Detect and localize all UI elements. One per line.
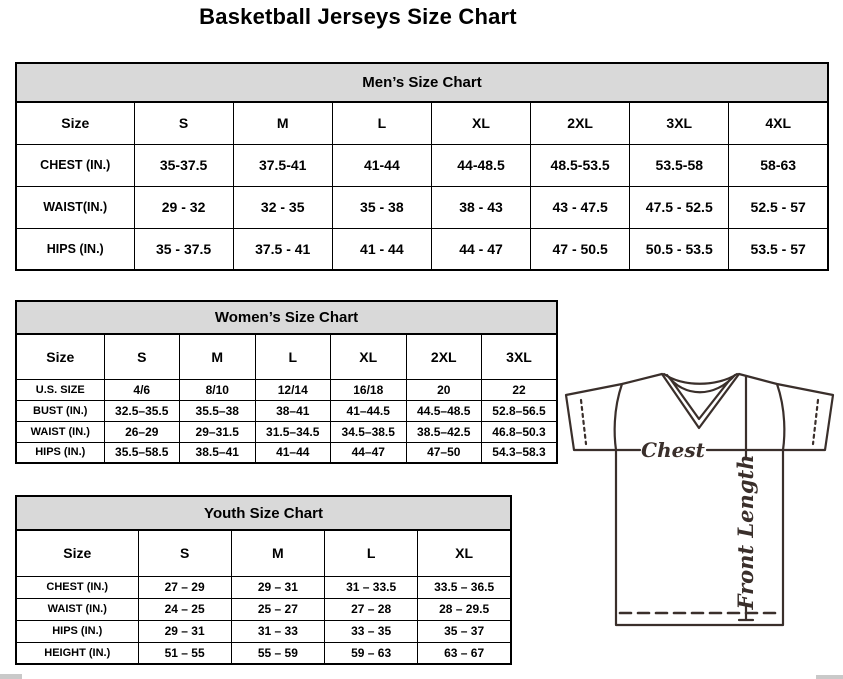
table-cell: 51 – 55	[138, 642, 231, 664]
table-cell: 27 – 28	[325, 598, 418, 620]
table-cell: 50.5 - 53.5	[630, 228, 729, 270]
table-cell: 38–41	[255, 400, 331, 421]
size-column-header: XL	[418, 530, 511, 576]
table-cell: 35-37.5	[134, 144, 233, 186]
left-armhole-seam	[615, 384, 622, 450]
row-label: BUST (IN.)	[16, 400, 104, 421]
table-cell: 59 – 63	[325, 642, 418, 664]
womens-size-chart-section	[15, 300, 558, 464]
table-cell: 35.5–38	[180, 400, 256, 421]
row-label: U.S. SIZE	[16, 379, 104, 400]
size-column-header: L	[332, 102, 431, 144]
size-column-header: 3XL	[630, 102, 729, 144]
table-cell: 12/14	[255, 379, 331, 400]
size-column-header: S	[134, 102, 233, 144]
table-cell: 47–50	[406, 442, 482, 463]
table-cell: 4/6	[104, 379, 180, 400]
table-cell: 33 – 35	[325, 620, 418, 642]
size-column-header: 2XL	[531, 102, 630, 144]
table-cell: 28 – 29.5	[418, 598, 511, 620]
youth-size-table	[15, 529, 512, 665]
table-cell: 34.5–38.5	[331, 421, 407, 442]
horizontal-scrollbar-fragment-left[interactable]	[0, 674, 22, 679]
row-label: HEIGHT (IN.)	[16, 642, 138, 664]
table-cell: 41-44	[332, 144, 431, 186]
womens-chart-title: Women’s Size Chart	[15, 300, 558, 333]
table-row	[16, 642, 511, 664]
size-column-label: Size	[16, 530, 138, 576]
youth-size-chart-section	[15, 495, 512, 665]
size-column-header: M	[233, 102, 332, 144]
jersey-diagram-svg	[556, 362, 843, 642]
size-column-header: 4XL	[729, 102, 828, 144]
table-cell: 31 – 33.5	[325, 576, 418, 598]
youth-size-header-row	[16, 530, 511, 576]
table-cell: 47 - 50.5	[531, 228, 630, 270]
mens-chart-title: Men’s Size Chart	[15, 62, 829, 101]
horizontal-scrollbar-fragment-right[interactable]	[816, 675, 843, 679]
table-cell: 29 - 32	[134, 186, 233, 228]
table-cell: 37.5-41	[233, 144, 332, 186]
size-column-header: XL	[331, 334, 407, 379]
row-label: HIPS (IN.)	[16, 442, 104, 463]
table-cell: 31 – 33	[231, 620, 324, 642]
size-column-header: L	[325, 530, 418, 576]
chest-label: Chest	[641, 438, 705, 462]
table-cell: 54.3–58.3	[482, 442, 558, 463]
right-sleeve-dashed-line	[813, 400, 818, 444]
row-label: CHEST (IN.)	[16, 576, 138, 598]
jersey-measurement-diagram	[556, 362, 843, 642]
row-label: WAIST (IN.)	[16, 598, 138, 620]
table-cell: 25 – 27	[231, 598, 324, 620]
table-cell: 47.5 - 52.5	[630, 186, 729, 228]
table-cell: 8/10	[180, 379, 256, 400]
table-row	[16, 598, 511, 620]
table-row	[16, 442, 557, 463]
mens-size-table	[15, 101, 829, 271]
table-cell: 41–44.5	[331, 400, 407, 421]
table-row	[16, 144, 828, 186]
size-column-label: Size	[16, 334, 104, 379]
table-row	[16, 421, 557, 442]
table-cell: 44 - 47	[431, 228, 530, 270]
table-cell: 41 - 44	[332, 228, 431, 270]
table-cell: 43 - 47.5	[531, 186, 630, 228]
youth-chart-title: Youth Size Chart	[15, 495, 512, 529]
table-cell: 48.5-53.5	[531, 144, 630, 186]
table-cell: 20	[406, 379, 482, 400]
table-cell: 35 – 37	[418, 620, 511, 642]
womens-size-header-row	[16, 334, 557, 379]
table-cell: 44-48.5	[431, 144, 530, 186]
table-cell: 22	[482, 379, 558, 400]
table-cell: 33.5 – 36.5	[418, 576, 511, 598]
table-cell: 26–29	[104, 421, 180, 442]
table-cell: 53.5 - 57	[729, 228, 828, 270]
table-cell: 55 – 59	[231, 642, 324, 664]
row-label: WAIST (IN.)	[16, 421, 104, 442]
table-cell: 38.5–42.5	[406, 421, 482, 442]
row-label: HIPS (IN.)	[16, 228, 134, 270]
row-label: HIPS (IN.)	[16, 620, 138, 642]
table-cell: 53.5-58	[630, 144, 729, 186]
table-cell: 27 – 29	[138, 576, 231, 598]
table-cell: 29 – 31	[231, 576, 324, 598]
front-length-label: Front Length	[733, 454, 758, 610]
size-column-header: XL	[431, 102, 530, 144]
table-cell: 35 - 37.5	[134, 228, 233, 270]
table-row	[16, 400, 557, 421]
size-column-header: 3XL	[482, 334, 558, 379]
table-cell: 37.5 - 41	[233, 228, 332, 270]
table-cell: 44–47	[331, 442, 407, 463]
table-cell: 29–31.5	[180, 421, 256, 442]
mens-size-chart-section	[15, 62, 829, 271]
womens-size-table	[15, 333, 558, 464]
row-label: WAIST(IN.)	[16, 186, 134, 228]
table-cell: 41–44	[255, 442, 331, 463]
table-row	[16, 228, 828, 270]
table-cell: 16/18	[331, 379, 407, 400]
table-cell: 63 – 67	[418, 642, 511, 664]
table-cell: 35 - 38	[332, 186, 431, 228]
table-cell: 35.5–58.5	[104, 442, 180, 463]
right-armhole-seam	[777, 384, 784, 450]
table-cell: 52.8–56.5	[482, 400, 558, 421]
table-cell: 31.5–34.5	[255, 421, 331, 442]
table-cell: 24 – 25	[138, 598, 231, 620]
table-row	[16, 620, 511, 642]
table-cell: 32 - 35	[233, 186, 332, 228]
left-sleeve-dashed-line	[581, 400, 586, 444]
table-row	[16, 379, 557, 400]
mens-size-header-row	[16, 102, 828, 144]
row-label: CHEST (IN.)	[16, 144, 134, 186]
size-column-label: Size	[16, 102, 134, 144]
table-cell: 29 – 31	[138, 620, 231, 642]
jersey-outline	[566, 374, 833, 625]
table-cell: 38.5–41	[180, 442, 256, 463]
table-cell: 38 - 43	[431, 186, 530, 228]
table-cell: 52.5 - 57	[729, 186, 828, 228]
size-column-header: M	[180, 334, 256, 379]
size-column-header: 2XL	[406, 334, 482, 379]
size-column-header: S	[138, 530, 231, 576]
table-row	[16, 576, 511, 598]
size-column-header: S	[104, 334, 180, 379]
size-column-header: M	[231, 530, 324, 576]
table-cell: 46.8–50.3	[482, 421, 558, 442]
table-cell: 58-63	[729, 144, 828, 186]
table-cell: 32.5–35.5	[104, 400, 180, 421]
table-row	[16, 186, 828, 228]
size-column-header: L	[255, 334, 331, 379]
table-cell: 44.5–48.5	[406, 400, 482, 421]
page-title: Basketball Jerseys Size Chart	[199, 4, 517, 29]
